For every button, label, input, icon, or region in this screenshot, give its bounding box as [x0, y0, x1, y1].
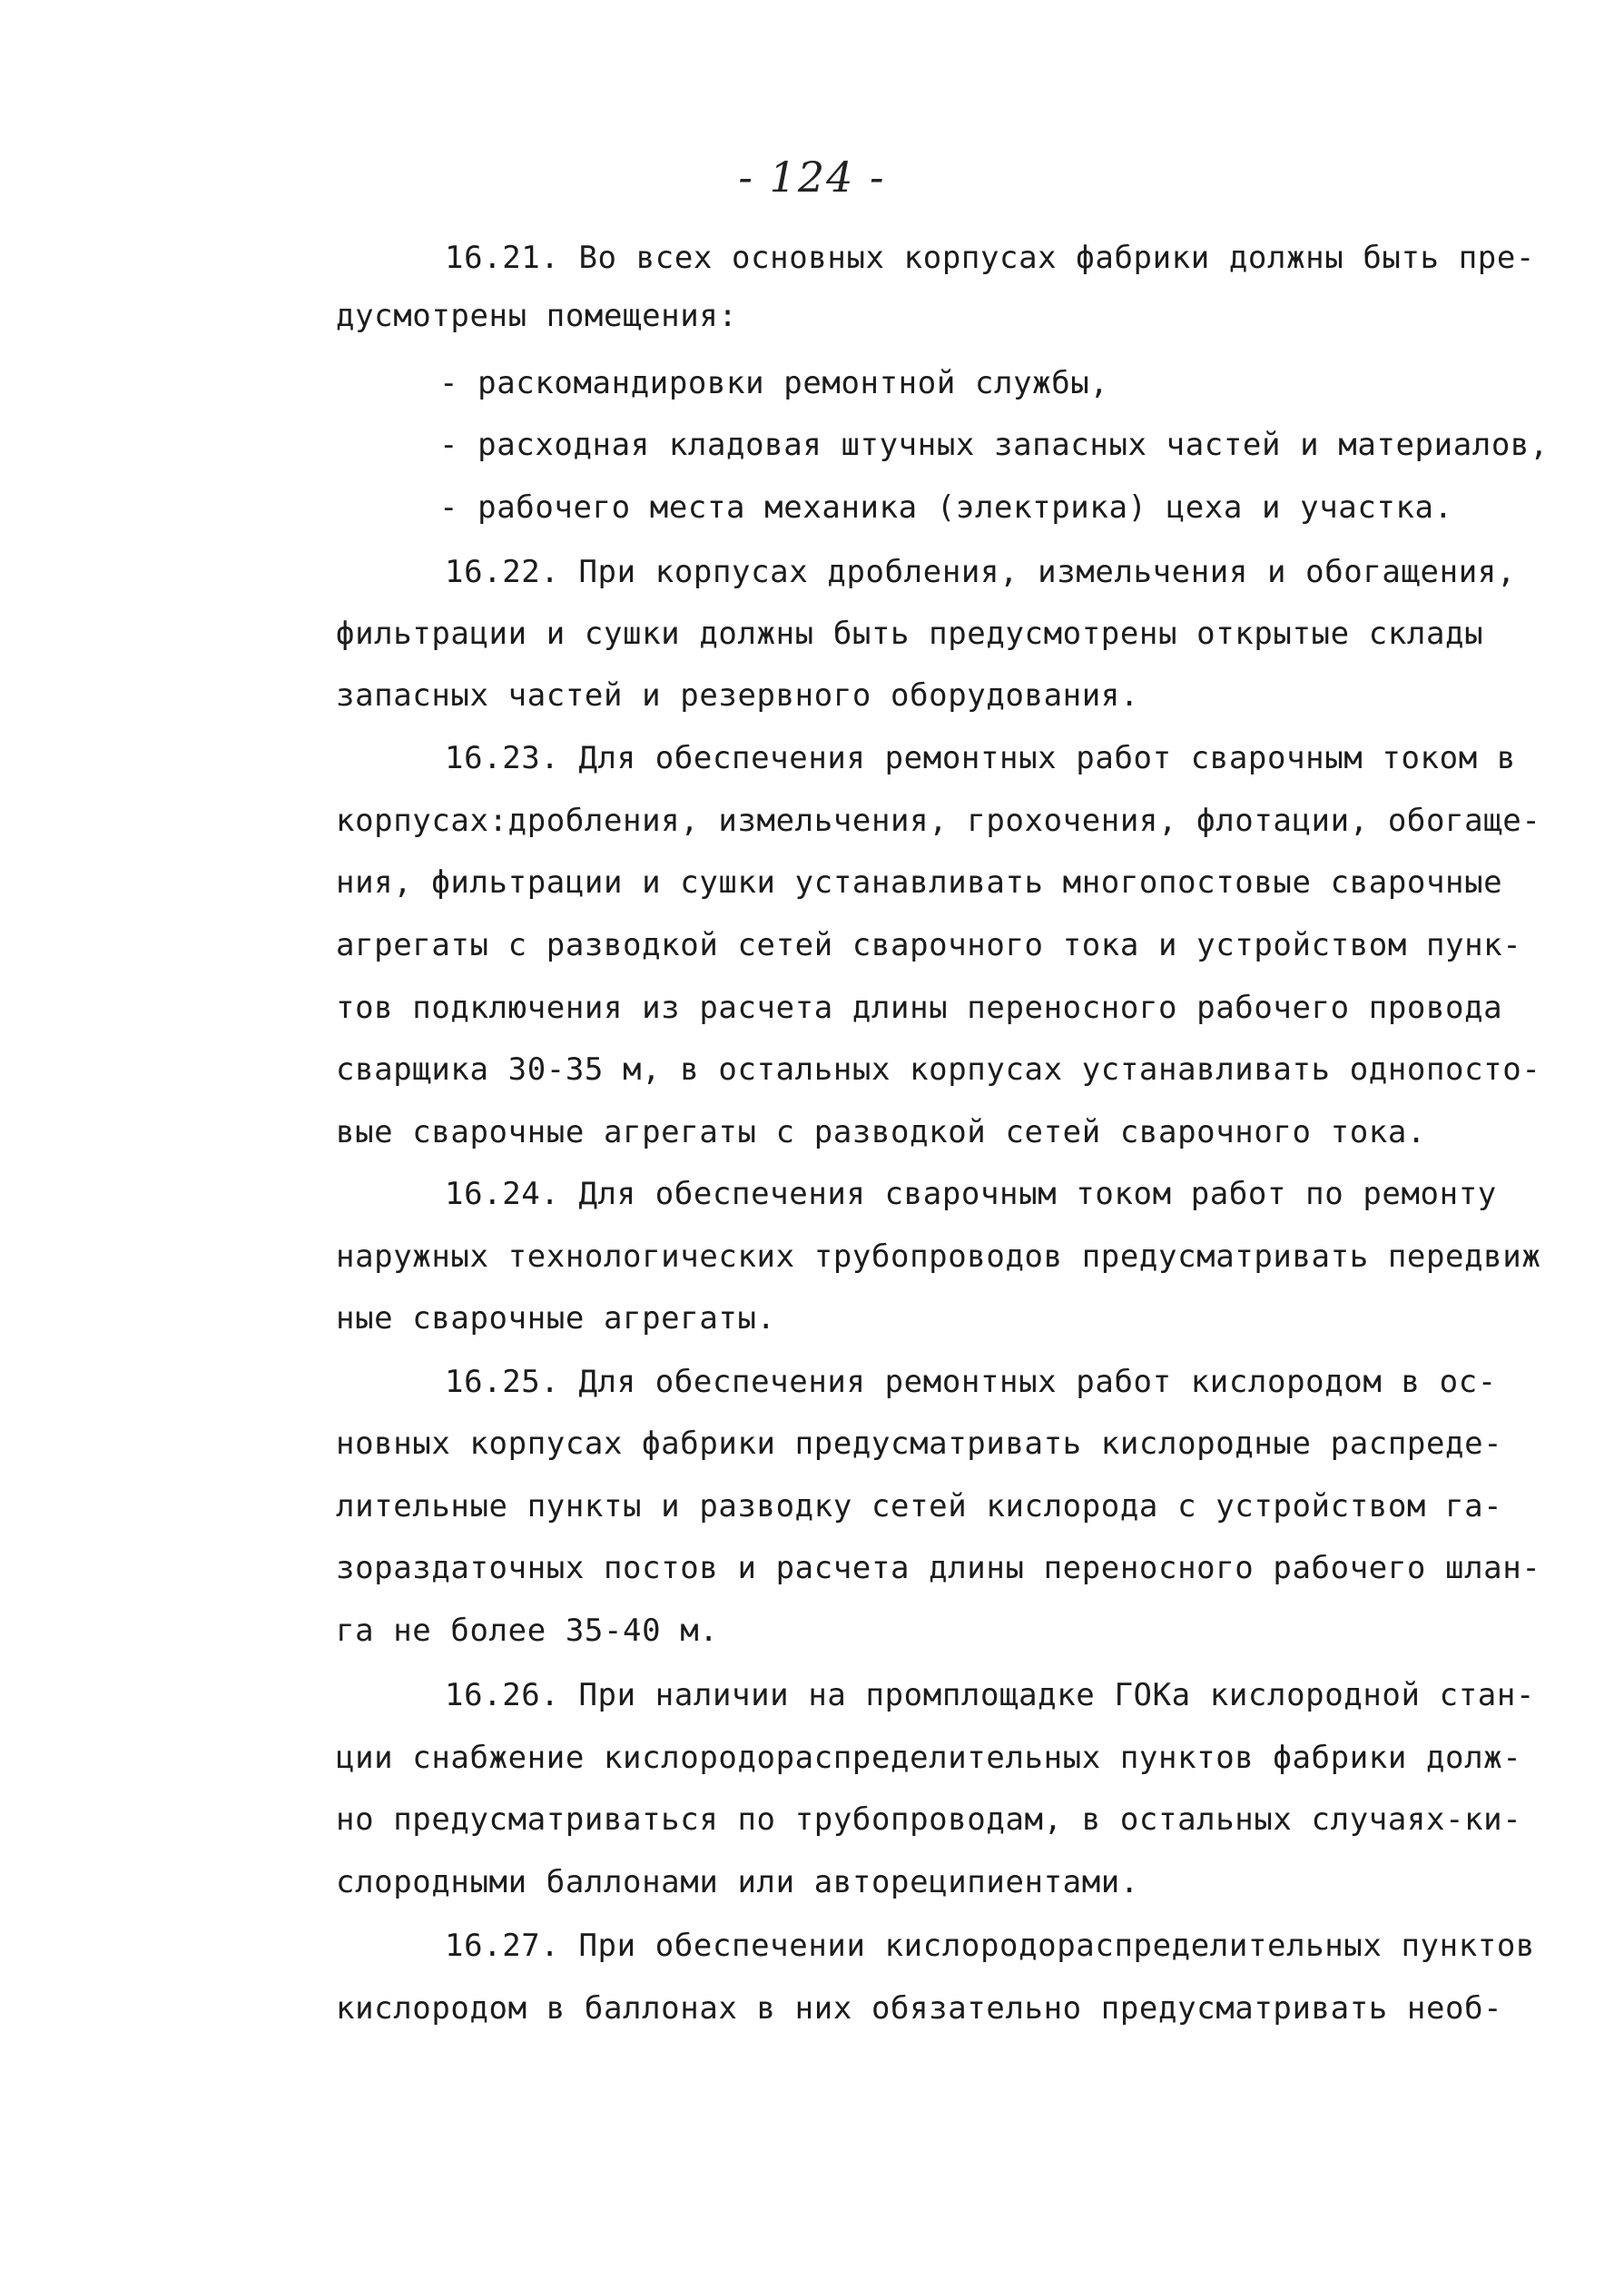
text-line: сварщика 30-35 м, в остальных корпусах устанавливать однопосто-	[336, 1051, 1541, 1088]
text-line: новных корпусах фабрики предусматривать кислородные распреде-	[336, 1426, 1503, 1462]
paragraph-first-line: 16.23. Для обеспечения ремонтных работ сварочным током в	[445, 740, 1516, 776]
paragraph-first-line: 16.24. Для обеспечения сварочным током работ по ремонту	[445, 1176, 1497, 1212]
text-line: кислородом в баллонах в них обязательно предусматривать необ-	[336, 1990, 1503, 2027]
text-line: лительные пункты и разводку сетей кислорода с устройством га-	[336, 1488, 1503, 1524]
list-item: - рабочего места механика (электрика) цеха и участка.	[439, 489, 1453, 526]
text-line: га не более 35-40 м.	[336, 1613, 719, 1649]
paragraph-first-line: 16.26. При наличии на промплощадке ГОКа кислородной стан-	[445, 1677, 1535, 1713]
list-item: - расходная кладовая штучных запасных частей и материалов,	[439, 427, 1550, 463]
paragraph-first-line: 16.22. При корпусах дробления, измельчения и обогащения,	[445, 554, 1516, 590]
text-line: слородными баллонами или автореципиентами.	[336, 1864, 1139, 1900]
text-line: запасных частей и резервного оборудования.	[336, 677, 1139, 714]
text-line: зораздаточных постов и расчета длины переносного рабочего шлан-	[336, 1550, 1541, 1586]
text-line: наружных технологических трубопроводов предусматривать передвиж	[336, 1238, 1541, 1275]
text-line: тов подключения из расчета длины переносного рабочего провода	[336, 990, 1503, 1026]
paragraph-first-line: 16.25. Для обеспечения ремонтных работ кислородом в ос-	[445, 1364, 1497, 1400]
list-item: - раскомандировки ремонтной службы,	[439, 365, 1109, 401]
page-number: - 124 -	[738, 153, 886, 202]
text-line: вые сварочные агрегаты с разводкой сетей сварочного тока.	[336, 1114, 1426, 1150]
text-line: фильтрации и сушки должны быть предусмотрены открытые склады	[336, 616, 1484, 652]
text-line: ции снабжение кислородораспределительных пунктов фабрики долж-	[336, 1740, 1522, 1776]
text-line: ния, фильтрации и сушки устанавливать многопостовые сварочные	[336, 864, 1503, 901]
text-line: агрегаты с разводкой сетей сварочного тока и устройством пунк-	[336, 927, 1522, 963]
text-line: корпусах:дробления, измельчения, грохочения, флотации, обогаще-	[336, 803, 1541, 839]
text-line: ные сварочные агрегаты.	[336, 1300, 776, 1337]
paragraph-first-line: 16.21. Во всех основных корпусах фабрики должны быть пре-	[445, 240, 1535, 276]
text-line: но предусматриваться по трубопроводам, в остальных случаях-ки-	[336, 1801, 1522, 1838]
paragraph-first-line: 16.27. При обеспечении кислородораспределительных пунктов	[445, 1928, 1535, 1964]
text-line: дусмотрены помещения:	[336, 298, 738, 334]
